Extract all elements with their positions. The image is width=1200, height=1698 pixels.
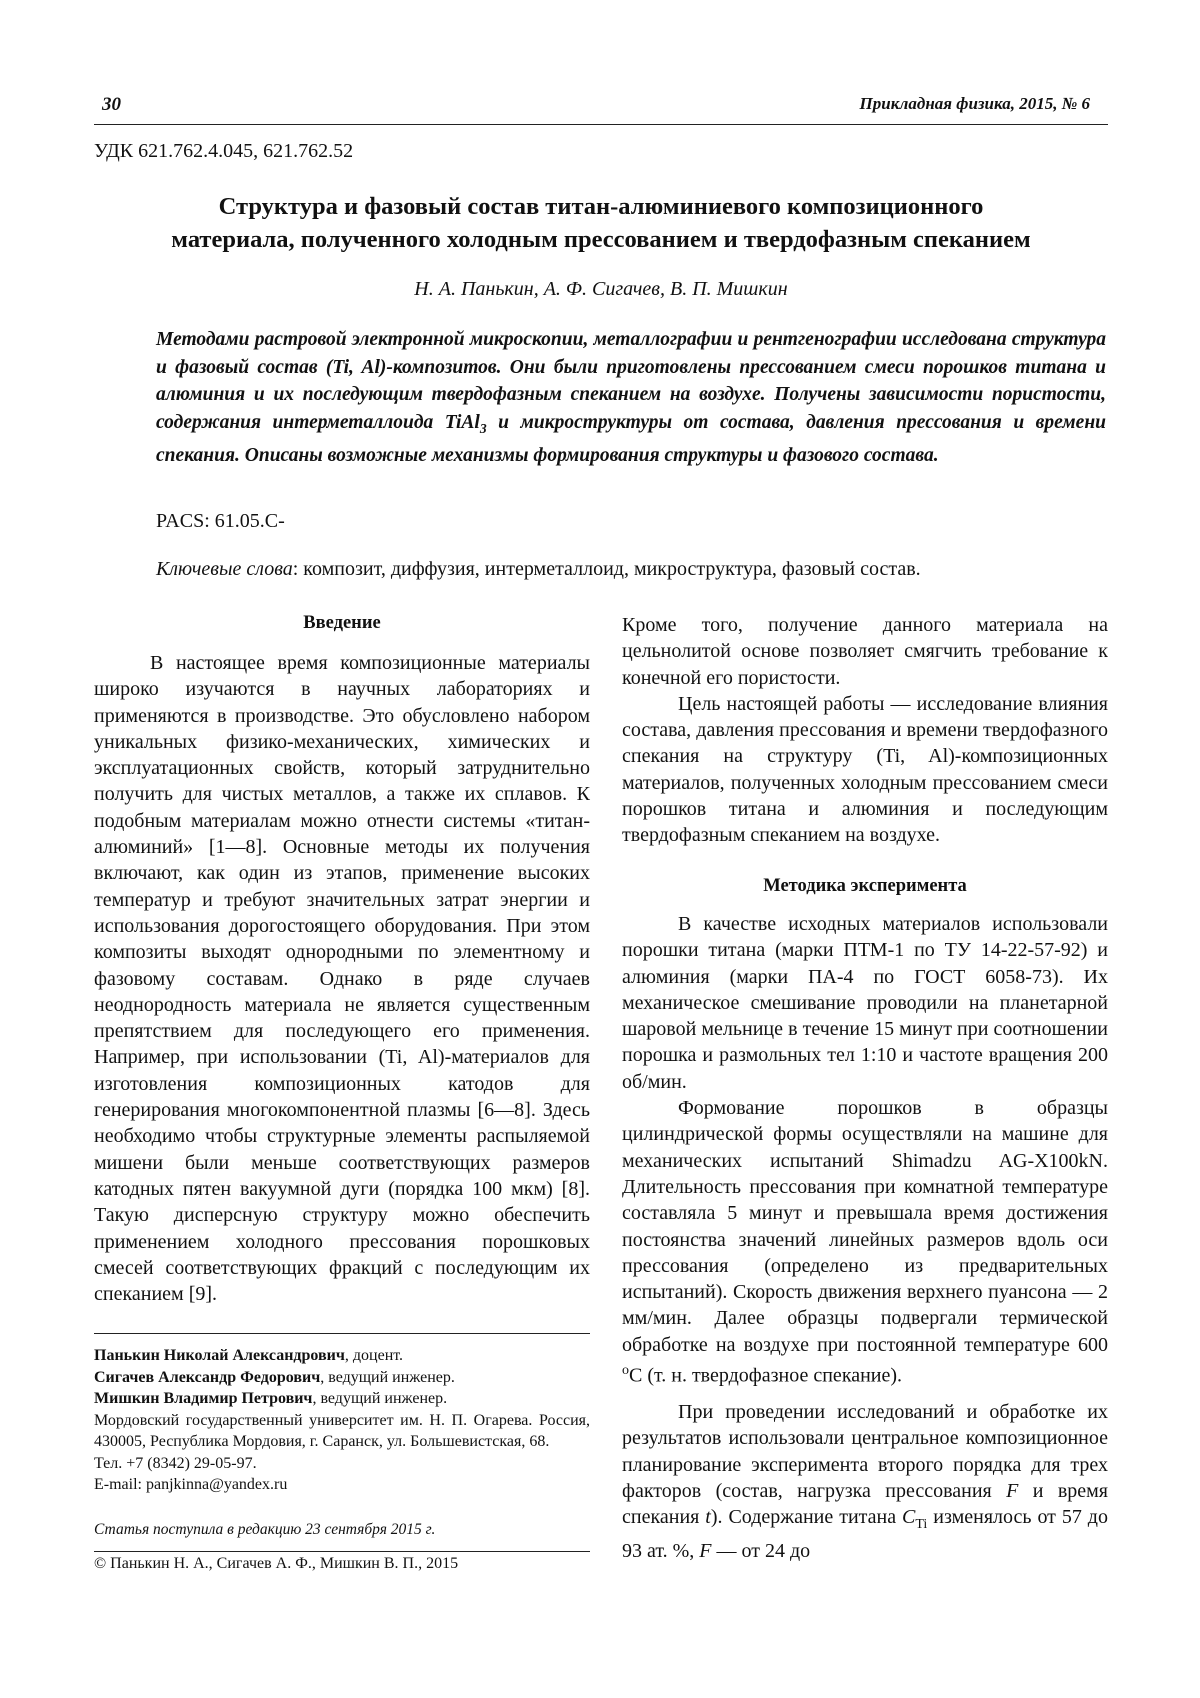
abstract-text-2: и микроструктуры от состава, давления прессования и времени спекания. Описаны возможные механизмы формирования структуры и фазового состава. (156, 411, 1106, 466)
p3-text-a: При проведении исследований и обработке их результатов использовали центральное композиционное планирование эксперимента второго порядка для трех факторов (состав, нагрузка прессования (622, 1400, 1108, 1502)
method-paragraph-2 (622, 1095, 1108, 1389)
copyright-divider (94, 1551, 590, 1552)
abstract-text-1: Методами растровой электронной микроскопии, металлографии и рентгенографии исследована структура и фазовый состав (Ti, Al)-композитов. Они были приготовлены прессованием смеси порошков титана и алюминия и их последующим твердофазным спеканием на воздухе. Получены зависимости пористости, содержания интерметаллоида TiAl (156, 329, 1106, 433)
author-3 (94, 1388, 590, 1410)
right-column (622, 612, 1108, 1565)
author-3-role: , ведущий инженер. (312, 1390, 448, 1407)
author-2-name: Сигачев Александр Федорович (94, 1368, 321, 1386)
authors: Н. А. Панькин, А. Ф. Сигачев, В. П. Мишкин (414, 278, 788, 300)
email: E-mail: panjkinna@yandex.ru (94, 1476, 288, 1493)
author-1-role: , доцент. (344, 1347, 404, 1364)
p3-text-d: изменялось от 57 до 93 ат. %, (622, 1506, 1108, 1563)
keywords (156, 558, 921, 581)
right-paragraph-2: Цель настоящей работы — исследование влияния состава, давления прессования и времени твердофазного спекания на структуру (Ti, Al)-композиционных материалов, полученных холодным прессованием смеси порошков титана и алюминия и последующим твердофазным спеканием на воздухе. (622, 692, 1108, 847)
intro-heading: Введение (303, 613, 381, 633)
p3-var-f: F (1006, 1479, 1019, 1502)
footnote-divider (94, 1333, 590, 1334)
right-paragraph-1: Кроме того, получение данного материала на цельнолитой основе позволяет смягчить требование к конечной его пористости. (622, 614, 1108, 689)
keywords-label: Ключевые слова (156, 558, 293, 580)
p3-var-f2: F (699, 1540, 712, 1563)
method-heading: Методика эксперимента (763, 875, 967, 896)
degree-symbol: o (622, 1363, 629, 1379)
left-column (94, 613, 590, 1307)
page-number: 30 (102, 94, 121, 115)
received-date: Статья поступила в редакцию 23 сентября 2015 г. (94, 1521, 436, 1538)
abstract-subscript: 3 (479, 420, 487, 436)
udk-code: УДК 621.762.4.045, 621.762.52 (94, 140, 354, 162)
p3-text-c: ). Содержание титана (710, 1506, 903, 1529)
author-2-role: , ведущий инженер. (320, 1368, 455, 1386)
pacs-code: PACS: 61.05.C- (156, 510, 285, 532)
author-1-name: Панькин Николай Александрович (94, 1347, 345, 1364)
copyright: © Панькин Н. А., Сигачев А. Ф., Мишкин В. П., 2015 (94, 1555, 459, 1572)
p3-var-c: C (902, 1506, 916, 1529)
author-affiliations (94, 1345, 590, 1496)
header-divider (94, 124, 1108, 125)
method-paragraph-2-text: Формование порошков в образцы цилиндрической формы осуществляли на машине для механических испытаний Shimadzu AG-X100kN. Длительность прессования при комнатной температуре составляла 5 минут и превышала время достижения постоянства значений линейных размеров вдоль оси прессования (определено из предварительных испытаний). Скорость движения верхнего пуансона — 2 мм/мин. Далее образцы подвергали термической обработке на воздухе при постоянной температуре 600 (622, 1097, 1108, 1356)
p3-sub-ti: Ti (915, 1517, 928, 1533)
p3-text-b: и время спекания (622, 1479, 1108, 1529)
method-paragraph-3 (622, 1399, 1108, 1565)
abstract (156, 326, 1106, 469)
author-3-name: Мишкин Владимир Петрович (94, 1390, 313, 1407)
journal-title: Прикладная физика, 2015, № 6 (859, 94, 1090, 113)
method-paragraph-1: В качестве исходных материалов использовали порошки титана (марки ПТМ-1 по ТУ 14-22-57-92) и алюминия (марки ПА-4 по ГОСТ 6058-73). Их механическое смешивание проводили на планетарной шаровой мельнице в течение 15 минут при соотношении порошка и размольных тел 1:10 и частоте вращения 200 об/мин. (622, 912, 1108, 1093)
article-title (94, 190, 1108, 256)
title-line-1: Структура и фазовый состав титан-алюминиевого композиционного (218, 193, 984, 220)
title-line-2: материала, полученного холодным прессованием и твердофазным спеканием (171, 226, 1031, 253)
intro-paragraph: В настоящее время композиционные материалы широко изучаются в научных лабораториях и применяются в производстве. Это обусловлено набором уникальных физико-механических, химических и эксплуатационных свойств, который затруднительно получить для чистых металлов, а также их сплавов. К подобным материалам можно отнести системы «титан-алюминий» [1—8]. Основные методы их получения включают, как один из этапов, применение высоких температур и требуют значительных затрат энергии и использования дорогостоящего оборудования. При этом композиты выходят однородными по элементному и фазовому составам. Однако в ряде случаев неоднородность материала не является существенным препятствием для последующего его применения. Например, при использовании (Ti, Al)-материалов для изготовления композиционных катодов для генерирования многокомпонентной плазмы [6—8]. Здесь необходимо чтобы структурные элементы распыляемой мишени были меньше соответствующих размеров катодных пятен вакуумной дуги (порядка 100 мкм) [8]. Такую дисперсную структуру можно обеспечить применением холодного прессования порошковых смесей соответствующих фракций с последующим их спеканием [9]. (94, 652, 590, 1306)
author-2 (94, 1367, 590, 1389)
p3-var-t: t (705, 1506, 711, 1529)
phone: Тел. +7 (8342) 29-05-97. (94, 1454, 257, 1472)
keywords-text: : композит, диффузия, интерметаллоид, микроструктура, фазовый состав. (292, 558, 921, 580)
p3-text-e: — от 24 до (711, 1540, 811, 1563)
author-1 (94, 1345, 590, 1367)
method-paragraph-2-end: С (т. н. твердофазное спекание). (629, 1364, 903, 1387)
affiliation: Мордовский государственный университет им. Н. П. Огарева. Россия, 430005, Республика Мордовия, г. Саранск, ул. Большевистская, 68. (94, 1411, 590, 1450)
